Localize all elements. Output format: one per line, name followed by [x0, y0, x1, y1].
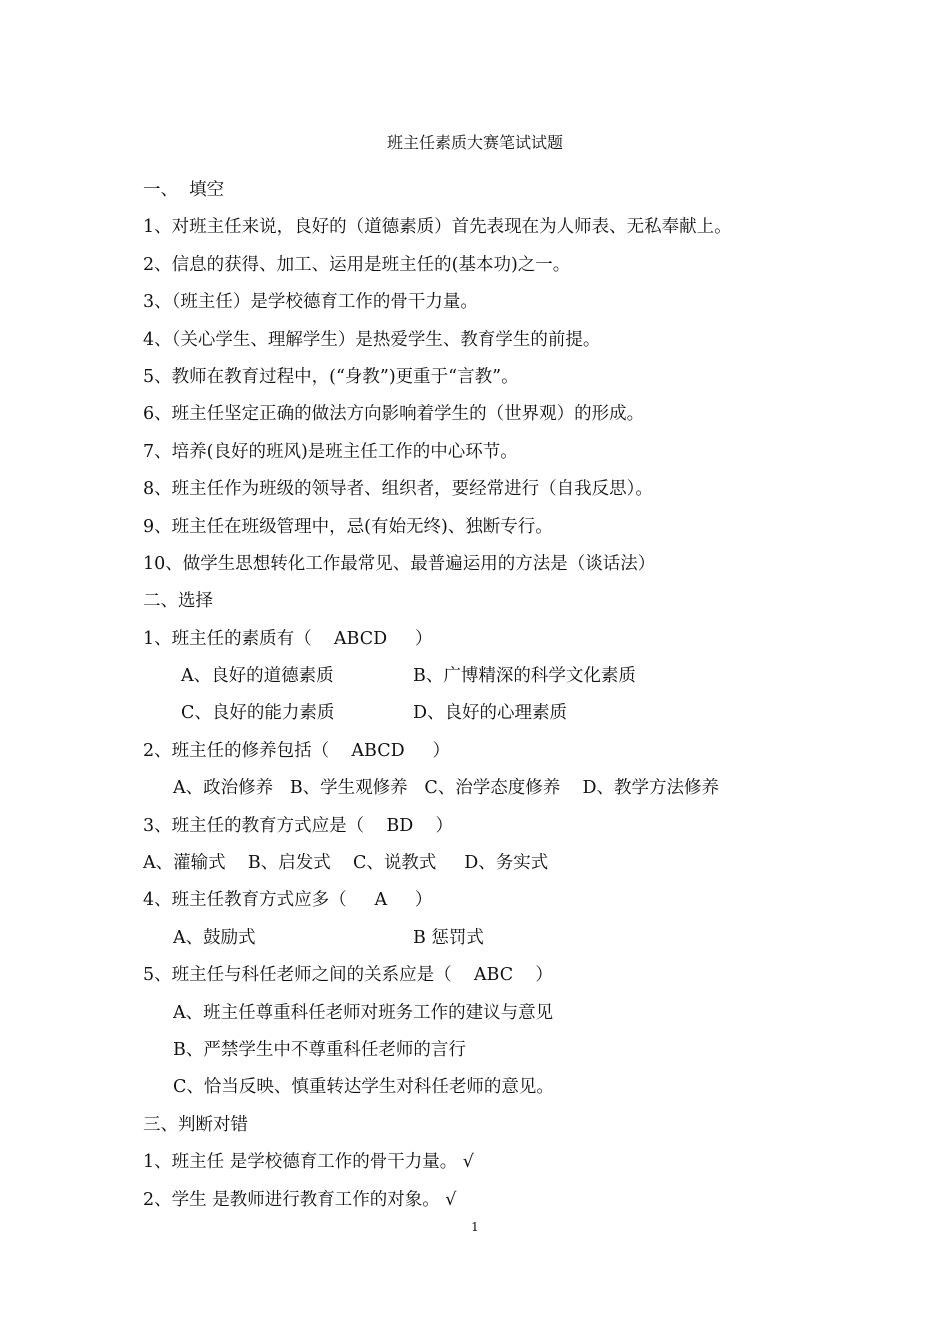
choice-question-4: 4、班主任教育方式应多（ A ）: [143, 890, 433, 911]
choice-q1-options-row-2: [143, 699, 863, 736]
choice-question-5: 5、班主任与科任老师之间的关系应是（ ABC ）: [143, 965, 553, 986]
page-number: 1: [471, 1220, 479, 1234]
section-heading-choice: 二、选择: [143, 591, 213, 612]
fill-blank-item-2: 2、信息的获得、加工、运用是班主任的(基本功)之一。: [143, 254, 571, 275]
fill-blank-item-5: 5、教师在教育过程中，(“身教”)更重于“言教”。: [143, 366, 519, 387]
document-title: 班主任素质大赛笔试试题: [386, 133, 563, 152]
choice-q1-option-c: C、良好的能力素质: [181, 703, 335, 724]
choice-question-1: 1、班主任的素质有（ ABCD ）: [143, 628, 433, 649]
choice-question-3: 3、班主任的教育方式应是（ BD ）: [143, 815, 454, 836]
fill-blank-item-8: 8、班主任作为班级的领导者、组织者，要经常进行（自我反思）。: [143, 479, 653, 500]
choice-question-2: 2、班主任的修养包括（ ABCD ）: [143, 740, 450, 761]
choice-q5-option-b: B、严禁学生中不尊重科任老师的言行: [173, 1039, 466, 1060]
fill-blank-item-4: 4、（关心学生、理解学生）是热爱学生、教育学生的前提。: [143, 329, 601, 350]
choice-q4-option-a: A、鼓励式: [173, 927, 256, 948]
fill-blank-item-3: 3、（班主任）是学校德育工作的骨干力量。: [143, 292, 478, 313]
choice-q2-options: A、政治修养 B、学生观修养 C、治学态度修养 D、教学方法修养: [173, 778, 720, 799]
section-heading-true-false: 三、判断对错: [143, 1114, 248, 1135]
choice-q4-option-b: B 惩罚式: [413, 927, 484, 948]
fill-blank-item-10: 10、做学生思想转化工作最常见、最普遍运用的方法是（谈话法）: [143, 553, 656, 574]
document-body: [143, 176, 863, 1223]
fill-blank-item-7: 7、培养(良好的班风)是班主任工作的中心环节。: [143, 441, 518, 462]
choice-q5-option-a: A、班主任尊重科任老师对班务工作的建议与意见: [173, 1002, 554, 1023]
true-false-item-1: 1、班主任 是学校德育工作的骨干力量。 √: [143, 1152, 474, 1173]
choice-q1-option-d: D、良好的心理素质: [413, 703, 568, 724]
choice-q1-options-row-1: [143, 662, 863, 699]
choice-q4-options: [143, 924, 863, 961]
fill-blank-item-6: 6、班主任坚定正确的做法方向影响着学生的（世界观）的形成。: [143, 404, 645, 425]
choice-q1-option-b: B、广博精深的科学文化素质: [413, 666, 636, 687]
section-heading-fill-blank: 一、 填空: [143, 180, 225, 200]
fill-blank-item-9: 9、班主任在班级管理中，忌(有始无终)、独断专行。: [143, 516, 553, 537]
true-false-item-2: 2、学生 是教师进行教育工作的对象。 √: [143, 1189, 457, 1210]
fill-blank-item-1: 1、对班主任来说，良好的（道德素质）首先表现在为人师表、无私奉献上。: [143, 217, 732, 238]
choice-q1-option-a: A、良好的道德素质: [181, 666, 334, 687]
choice-q3-options: A、灌输式 B、启发式 C、说教式 D、务实式: [143, 853, 549, 874]
choice-q5-option-c: C、恰当反映、慎重转达学生对科任老师的意见。: [173, 1077, 554, 1098]
